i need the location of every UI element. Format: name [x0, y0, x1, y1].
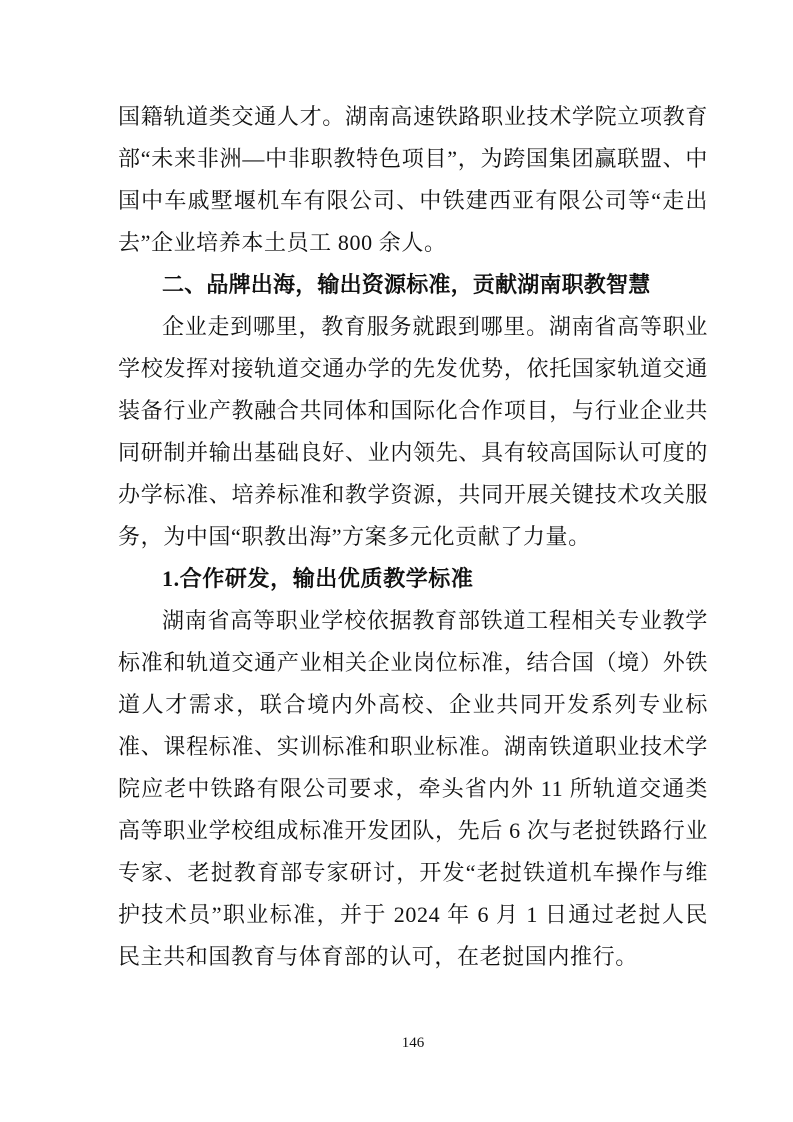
continuation-paragraph: 国籍轨道类交通人才。湖南高速铁路职业技术学院立项教育部“未来非洲—中非职教特色项目”，为跨国集团赢联盟、中国中车戚墅堰机车有限公司、中铁建西亚有限公司等“走出去”企业培养本土员工 800 余人。 [118, 104, 708, 255]
document-body [118, 96, 708, 978]
section-heading: 二、品牌出海，输出资源标准，贡献湖南职教智慧 [162, 272, 651, 297]
standards-paragraph: 湖南省高等职业学校依据教育部铁道工程相关专业教学标准和轨道交通产业相关企业岗位标准，结合国（境）外铁道人才需求，联合境内外高校、企业共同开发系列专业标准、课程标准、实训标准和职业标准。湖南铁道职业技术学院应老中铁路有限公司要求，牵头省内外 11 所轨道交通类高等职业学校组成标准开发团队，先后 6 次与老挝铁路行业专家、老挝教育部专家研讨，开发“老挝铁道机车操作与维护技术员”职业标准，并于 2024 年 6 月 1 日通过老挝人民民主共和国教育与体育部的认可，在老挝国内推行。 [118, 608, 708, 969]
sub-heading: 1.合作研发，输出优质教学标准 [162, 566, 474, 591]
page-number: 146 [401, 1035, 425, 1051]
brand-paragraph: 企业走到哪里，教育服务就跟到哪里。湖南省高等职业学校发挥对接轨道交通办学的先发优势，依托国家轨道交通装备行业产教融合共同体和国际化合作项目，与行业企业共同研制并输出基础良好、业内领先、具有较高国际认可度的办学标准、培养标准和教学资源，共同开展关键技术攻关服务，为中国“职教出海”方案多元化贡献了力量。 [118, 314, 708, 549]
